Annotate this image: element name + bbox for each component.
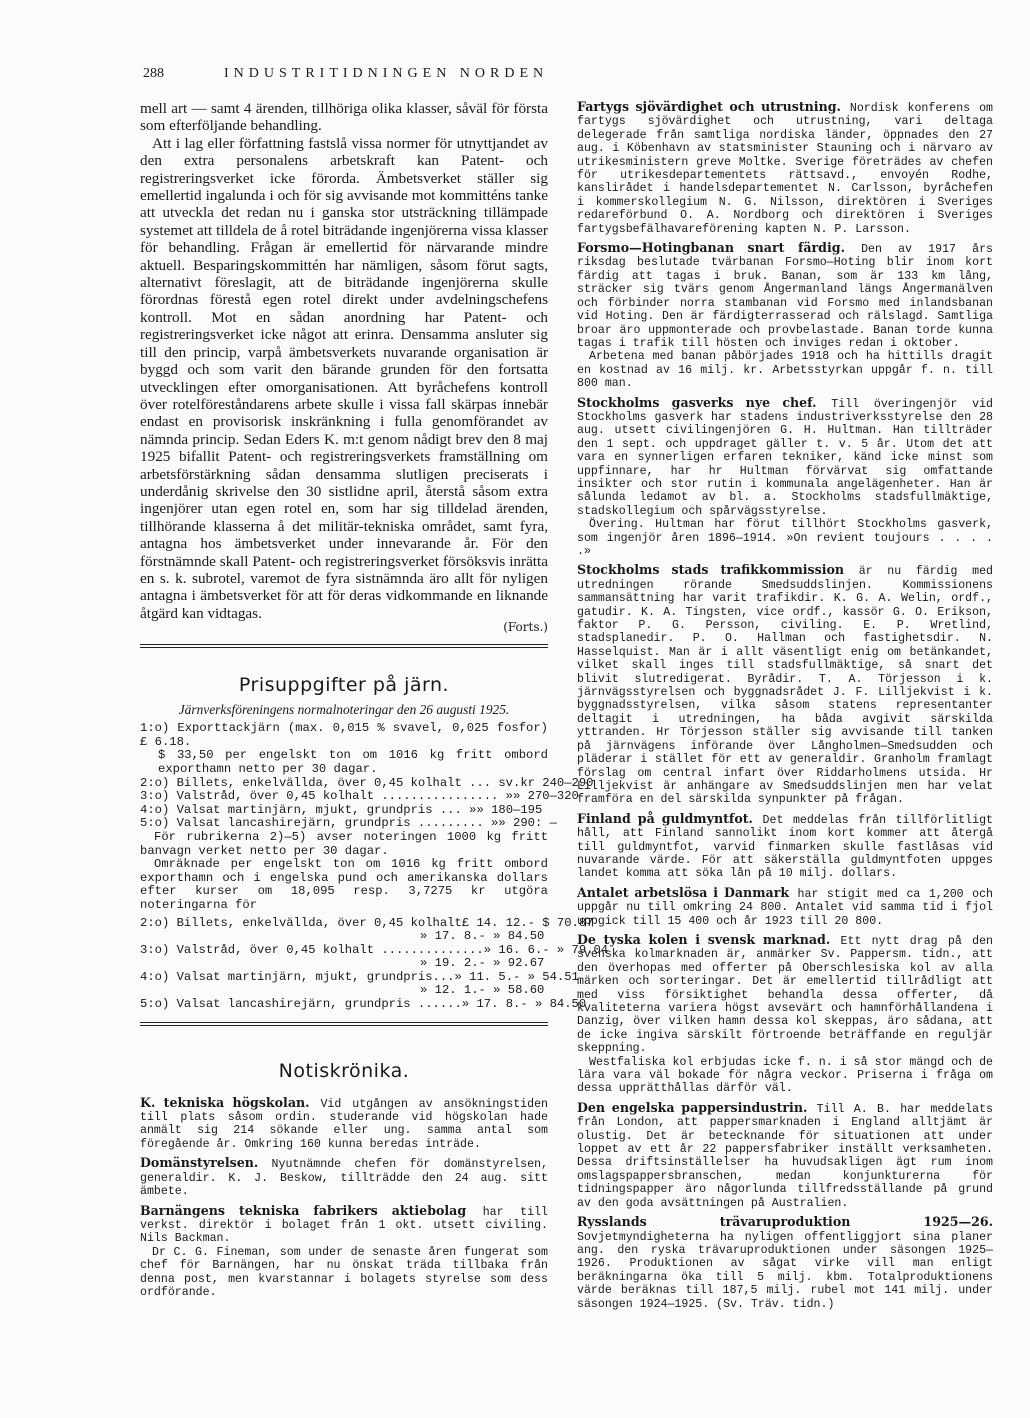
price-row-value: kr 240—290 [520, 775, 594, 790]
notes-list [140, 1096, 548, 1300]
running-head: INDUSTRITIDNINGEN NORDEN [224, 66, 549, 81]
left-column [140, 100, 609, 1304]
price-item-1-dollar: $ 33,50 per engelskt ton om 1016 kg fritt ombord exporthamn netto per 30 dagar. [158, 748, 548, 776]
news-paragraph [577, 886, 993, 928]
news-headline: Barnängens tekniska fabrikers aktiebolag [140, 1202, 467, 1218]
price-row-value: » 270—320 [513, 789, 579, 804]
price-row-label: 3:o) Valstråd, över 0,45 kolhalt ................ » [140, 789, 513, 804]
price-row-label: 2:o) Billets, enkelvällda, över 0,45 kolhalt ... sv. [140, 775, 521, 790]
page-header [143, 66, 973, 82]
news-item [140, 1156, 548, 1198]
news-text: Det meddelas från tillförlitligt håll, att Finland sannolikt inom kort kommer att återgå till guldmyntfot, varvid finmarken skulle fastlåsas vid nuvarande värde. För att säkerställa guldmyntfoten uppges landet komma att söka lån på 10 milj. dollars. [577, 813, 994, 881]
news-headline: Fartygs sjövärdighet och utrustning. [577, 99, 841, 114]
news-headline: K. tekniska högskolan. [140, 1094, 310, 1110]
conversion-row [140, 942, 609, 958]
news-headline: Rysslands trävaruproduktion 1925—26. [577, 1214, 993, 1230]
news-item [140, 1204, 548, 1300]
news-headline: Domänstyrelsen. [140, 1155, 259, 1171]
news-item [577, 1215, 993, 1311]
continued-marker: (Forts.) [503, 620, 548, 635]
news-paragraph [577, 812, 993, 881]
conversion-row [140, 930, 548, 944]
news-paragraph [140, 1096, 548, 1152]
news-paragraph [140, 1204, 548, 1246]
news-item [577, 100, 993, 236]
conversion-value: » 16. 6.- » 79.04 [483, 942, 609, 957]
conversion-value: £ 14. 12.- $ 70.87 [461, 915, 594, 930]
news-paragraph [577, 1215, 993, 1311]
news-item [577, 396, 993, 559]
conversion-row [140, 915, 594, 931]
right-column [577, 100, 993, 1316]
conversion-value: » 12. 1.- » 58.60 [420, 983, 545, 998]
price-item-1: 1:o) Exporttackjärn (max. 0,015 % svavel, 0,025 fosfor) £ 6.18. [140, 721, 548, 749]
news-text: Till överingenjör vid Stockholms gasverk har stadens industriverksstyrelse den 28 aug. utsett civilingenjören G. H. Hultman. Han tillträder den 1 sept. och uppdraget gäller t. v. 5 år. Utom det att vara en synnerligen erfaren tekniker, känd icke minst som uppfinnare, har hr Hultman förvärvat sig omfattande insikter och stor rutin i kommunala angelägenheter. Han är sålunda ledamot av bl. a. Stockholms stadsfullmäktige, stadskollegium och spårvägsstyrelse. [577, 397, 993, 518]
news-item [577, 563, 993, 806]
price-row-label: 4:o) Valsat martinjärn, mjukt, grundpris ... » [140, 802, 477, 817]
news-paragraph: Övering. Hultman har förut tillhört Stockholms gasverk, som ingenjör åren 1896—1914. »On revient toujours . . . . .» [577, 518, 993, 558]
news-headline: De tyska kolen i svensk marknad. [577, 931, 831, 947]
price-row-value: » 180—195 [476, 802, 543, 817]
price-row [140, 789, 579, 804]
section-divider [140, 1022, 548, 1026]
conversion-label: 2:o) Billets, enkelvällda, över 0,45 kolhalt [140, 915, 462, 930]
price-row [140, 775, 594, 791]
prices-title: Prisuppgifter på järn. [238, 674, 450, 697]
article-continuation [140, 100, 548, 622]
price-list [140, 721, 609, 1012]
news-item [577, 812, 993, 881]
conversion-row [140, 969, 579, 985]
news-text: Den av 1917 års riksdag beslutade tvärbanan Forsmo—Hoting blir inom kort färdig att tagas i bruk. Banan, som är 133 km lång, sträcker sig tvärs genom Ångermanland längs Ångermanälven och förbinder norra stambanan vid Forsmo med inlandsbanan vid Hoting. Den är färdigterrasserad och rälslagd. Samtliga broar äro uppmonterade och provbelastade. Banan torde kunna tagas i trafik till hösten och inviges redan i oktober. [577, 243, 993, 350]
conversion-value: » 19. 2.- » 92.67 [420, 956, 545, 971]
news-headline: Den engelska pappersindustrin. [577, 1099, 808, 1115]
news-column [577, 100, 993, 1311]
news-text: har till verkst. direktör i bolaget från 1 okt. utsett civiling. Nils Backman. [140, 1205, 548, 1246]
price-row-value: » 290: — [498, 816, 557, 831]
price-row [140, 804, 548, 818]
article-paragraph: mell art — samt 4 ärenden, tillhöriga olika klasser, såväl för första som efterföljande behandling. [140, 100, 548, 135]
news-headline: Antalet arbetslösa i Danmark [577, 884, 790, 900]
news-paragraph [577, 933, 993, 1056]
news-text: är nu färdig med utredningen rörande Smedsuddslinjen. Kommissionens sammansättning har varit trafikdir. K. G. A. Welin, ordf., gatudir. K. A. Tingsten, vice ordf., kassör G. O. Erikson, faktor P. G. Persson, civiling. E. P. Wretlind, stadsplanedir. P. O. Hallman och fastighetsdir. N. Hasselquist. Man är i allt väsentligt enig om betänkandet, vilket skall inges till stadsfullmäktige, så snart det blivit slutredigerat. Byrådir. T. A. Törjesson i k. järnvägsstyrelsen och byggnadsrådet J. F. Lilljekvist i k. byggnadsstyrelsen, vilka såsom statens representanter deltagit i utredningen, ha båda avgivit särskilda yttranden. Hr Törjesson ställer sig avvisande till tanken på järnvägens införande över Långholmen—Smedsudden och pläderar i stället för ett av generaldir. Granholm framlagt förslag om central infart över Riddarholmens utsida. Hr Lilljekvist är anhängare av Smedsuddslinjen men har velat framföra en del särskilda synpunkter på frågan. [577, 565, 993, 807]
conversion-label: 3:o) Valstråd, över 0,45 kolhalt .............. [140, 942, 484, 957]
news-paragraph [577, 1101, 993, 1210]
conversion-value: » 11. 5.- » 54.51 [454, 969, 579, 984]
news-paragraph: Dr C. G. Fineman, som under de senaste åren fungerat som chef för Barnängen, har nu önskat träda tillbaka från denna post, men kvarstannar i bolagets styrelse som dess ordförande. [140, 1245, 548, 1299]
news-headline: Forsmo—Hotingbanan snart färdig. [577, 240, 845, 256]
conversion-label [140, 984, 420, 998]
conversion-row [140, 997, 587, 1012]
news-item [577, 933, 993, 1096]
news-paragraph [577, 241, 993, 350]
conversion-label [140, 957, 420, 971]
news-item [577, 1101, 993, 1210]
conversion-label: 4:o) Valsat martinjärn, mjukt, grundpris... [140, 969, 455, 984]
price-row-label: 5:o) Valsat lancashirejärn, grundpris ......... » [140, 816, 499, 831]
news-headline: Finland på guldmyntfot. [577, 810, 753, 826]
news-text: Till A. B. har meddelats från London, att pappersmarknaden i England alltjämt är olustig. Det är betecknande för situationen att under loppet av ett år 22 pappersfabriker inställt verksamheten. Dessa driftsinställelser ha huvudsakligen ägt rum inom omslagspappersbranschen, medan konjunkturerna för tidningspapper äro någorlunda tillfredsställande på grund av den goda avsättningen på Australien. [577, 1102, 993, 1210]
news-paragraph [577, 396, 993, 519]
news-item [140, 1096, 548, 1152]
news-paragraph: Westfaliska kol erbjudas icke f. n. i så stor mängd och de lära vara väl bokade för några veckor. Priserna i fråga om dessa upprätthållas därför väl. [577, 1055, 993, 1096]
news-paragraph [577, 100, 993, 236]
section-divider [140, 644, 548, 648]
news-item [577, 886, 993, 928]
prices-subtitle: Järnverksföreningens normalnoteringar den 26 augusti 1925. [178, 702, 510, 718]
news-paragraph: Arbetena med banan påbörjades 1918 och ha hittills dragit en kostnad av 16 milj. kr. Arbetsstyrkan uppgår f. n. till 800 man. [577, 350, 993, 391]
news-text: Vid utgången av ansökningstiden till plats såsom ordin. studerande vid högskolan hade anmält sig 214 sökande eller ung. samma antal som föregående år. Omkring 160 kunna beredas inträde. [140, 1097, 548, 1151]
news-text: Ett nytt drag på den svenska kolmarknaden är, anmärker Sv. Pappersm. tidn., att den överhopas med offerter på Oberschlesiska kol av alla märken och sorteringar. Det är emellertid tillrådligt att med viss försiktighet behandla dessa offerter, då kvaliteterna variera högst avsevärt och hamnförhållandena i Danzig, över vilken hamn dessa kol skeppas, äro sådana, att de icke ingiva särskilt förtroende beträffande en reguljär skeppning. [577, 934, 993, 1056]
news-text: Nordisk konferens om fartygs sjövärdighet och utrustning, vari deltaga delegerade från samtliga nordiska länder, öppnades den 27 aug. i Köbenhavn av statsminister Stauning och i närvaro av utrikesministern greve Moltke. Sverige företrädes av chefen för utrikesdepartementets rättsavd., envoyén Rodhe, kanslirådet i handelsdepartementet N. Carlsson, byråchefen i kommerskollegium N. G. Nilsson, direktören i Sveriges redareförbund O. A. Nordborg och direktören i Sveriges fartygsbefälhavareförening kapten N. P. Larsson. [577, 102, 993, 236]
conversion-label [140, 930, 420, 944]
page-number: 288 [143, 66, 164, 81]
conversion-label: 5:o) Valsat lancashirejärn, grundpris ...... [140, 997, 462, 1012]
article-paragraph: Att i lag eller författning fastslå vissa normer för utnyttjandet av den extra personalens arbetskraft kan Patent- och registreringsverket icke förorda. Ämbetsverket ställer sig emellertid ingalunda i och för sig avvisande mot kommitténs tanke att utveckla det redan nu i ganska stor utsträckning tillämpade systemet att tilldela de å rotel biträdande ingenjörerna vissa klasser för behandling. Frågan är emellertid för närvarande mindre aktuell. Besparingskommittén har nämligen, såsom förut sagts, alternativt föreslagit, att de biträdande ingenjörerna skulle förordnas förestå egen rotel direkt under avdelningschefens kontroll. Mot en sådan anordning har Patent- och registreringsverket icke något att erinra. Densamma ansluter sig till den princip, varpå ämbetsverkets nuvarande organisation är byggd och som varit den bärande grunden för den fortsatta utvecklingen efter omorganisationen. Att byråchefens kontroll över rotelföreståndarens arbete skulle i vissa fall skärpas innebär endast en provisorisk inskränkning i fulla genomförandet av nämnda princip. Sedan Eders K. m:t genom nådigt brev den 8 maj 1925 bifallit Patent- och registreringsverkets framställning om arbetsförstärkning sådan densamma slutligen preciserats i underdånig skrivelse den 30 sistlidne april, återstå såsom extra ingenjörer utan egen rotel en, som har sig tilldelad ärenden, tillhörande klasserna å det militär-tekniska området, samt fyra, antagna hos ämbetsverket under innevarande år. För den förstnämnde skall Patent- och registreringsverket försöksvis inrätta en s. k. subrotel, varemot de fyra sistnämnda äro allt för nyligen antagna i ämbetsverket för att för deras vidkommande en liknande åtgärd kan vidtagas. [140, 134, 548, 622]
news-text: Sovjetmyndigheterna ha nyligen offentliggjort sina planer ang. den ryska trävaruproduktionen under säsongen 1925—1926. Produktionen av sågat virke vill man enligt beräkningarna öka till 5 milj. kbm. Totalproduktionens värde beräknas till 187,5 milj. rubel mot 141 milj. under säsongen 1924—1925. (Sv. Träv. tidn.) [577, 1230, 993, 1311]
news-text: Nyutnämnde chefen för domänstyrelsen, generaldir. K. J. Beskow, tillträdde den 24 aug. sitt ämbete. [140, 1158, 548, 1199]
news-headline: Stockholms stads trafikkommission [577, 562, 845, 578]
news-text: har stigit med ca 1,200 och uppgår nu till omkring 24 800. Antalet vid samma tid i fjol uppgick till 15 400 och år 1923 till 20 800. [577, 887, 993, 928]
news-paragraph [140, 1156, 548, 1198]
conversion-value: » 17. 8.- » 84.50 [420, 929, 545, 944]
conversion-value: » 17. 8.- » 84.50 [461, 997, 587, 1012]
news-item [577, 241, 993, 390]
notes-title: Notiskrönika. [278, 1059, 410, 1082]
conversion-row [140, 957, 548, 971]
price-note: För rubrikerna 2)—5) avser noteringen 1000 kg fritt banvagn verket netto per 30 dagar. [140, 829, 548, 858]
price-note: Omräknade per engelskt ton om 1016 kg fritt ombord exporthamn och i engelska pund och amerikanska dollars efter kurser om 18,095 resp. 3,7275 kr utgöra noteringarna för [140, 857, 548, 912]
news-headline: Stockholms gasverks nye chef. [577, 394, 817, 410]
price-row [140, 816, 557, 831]
news-paragraph [577, 563, 993, 806]
conversion-row [140, 984, 548, 998]
